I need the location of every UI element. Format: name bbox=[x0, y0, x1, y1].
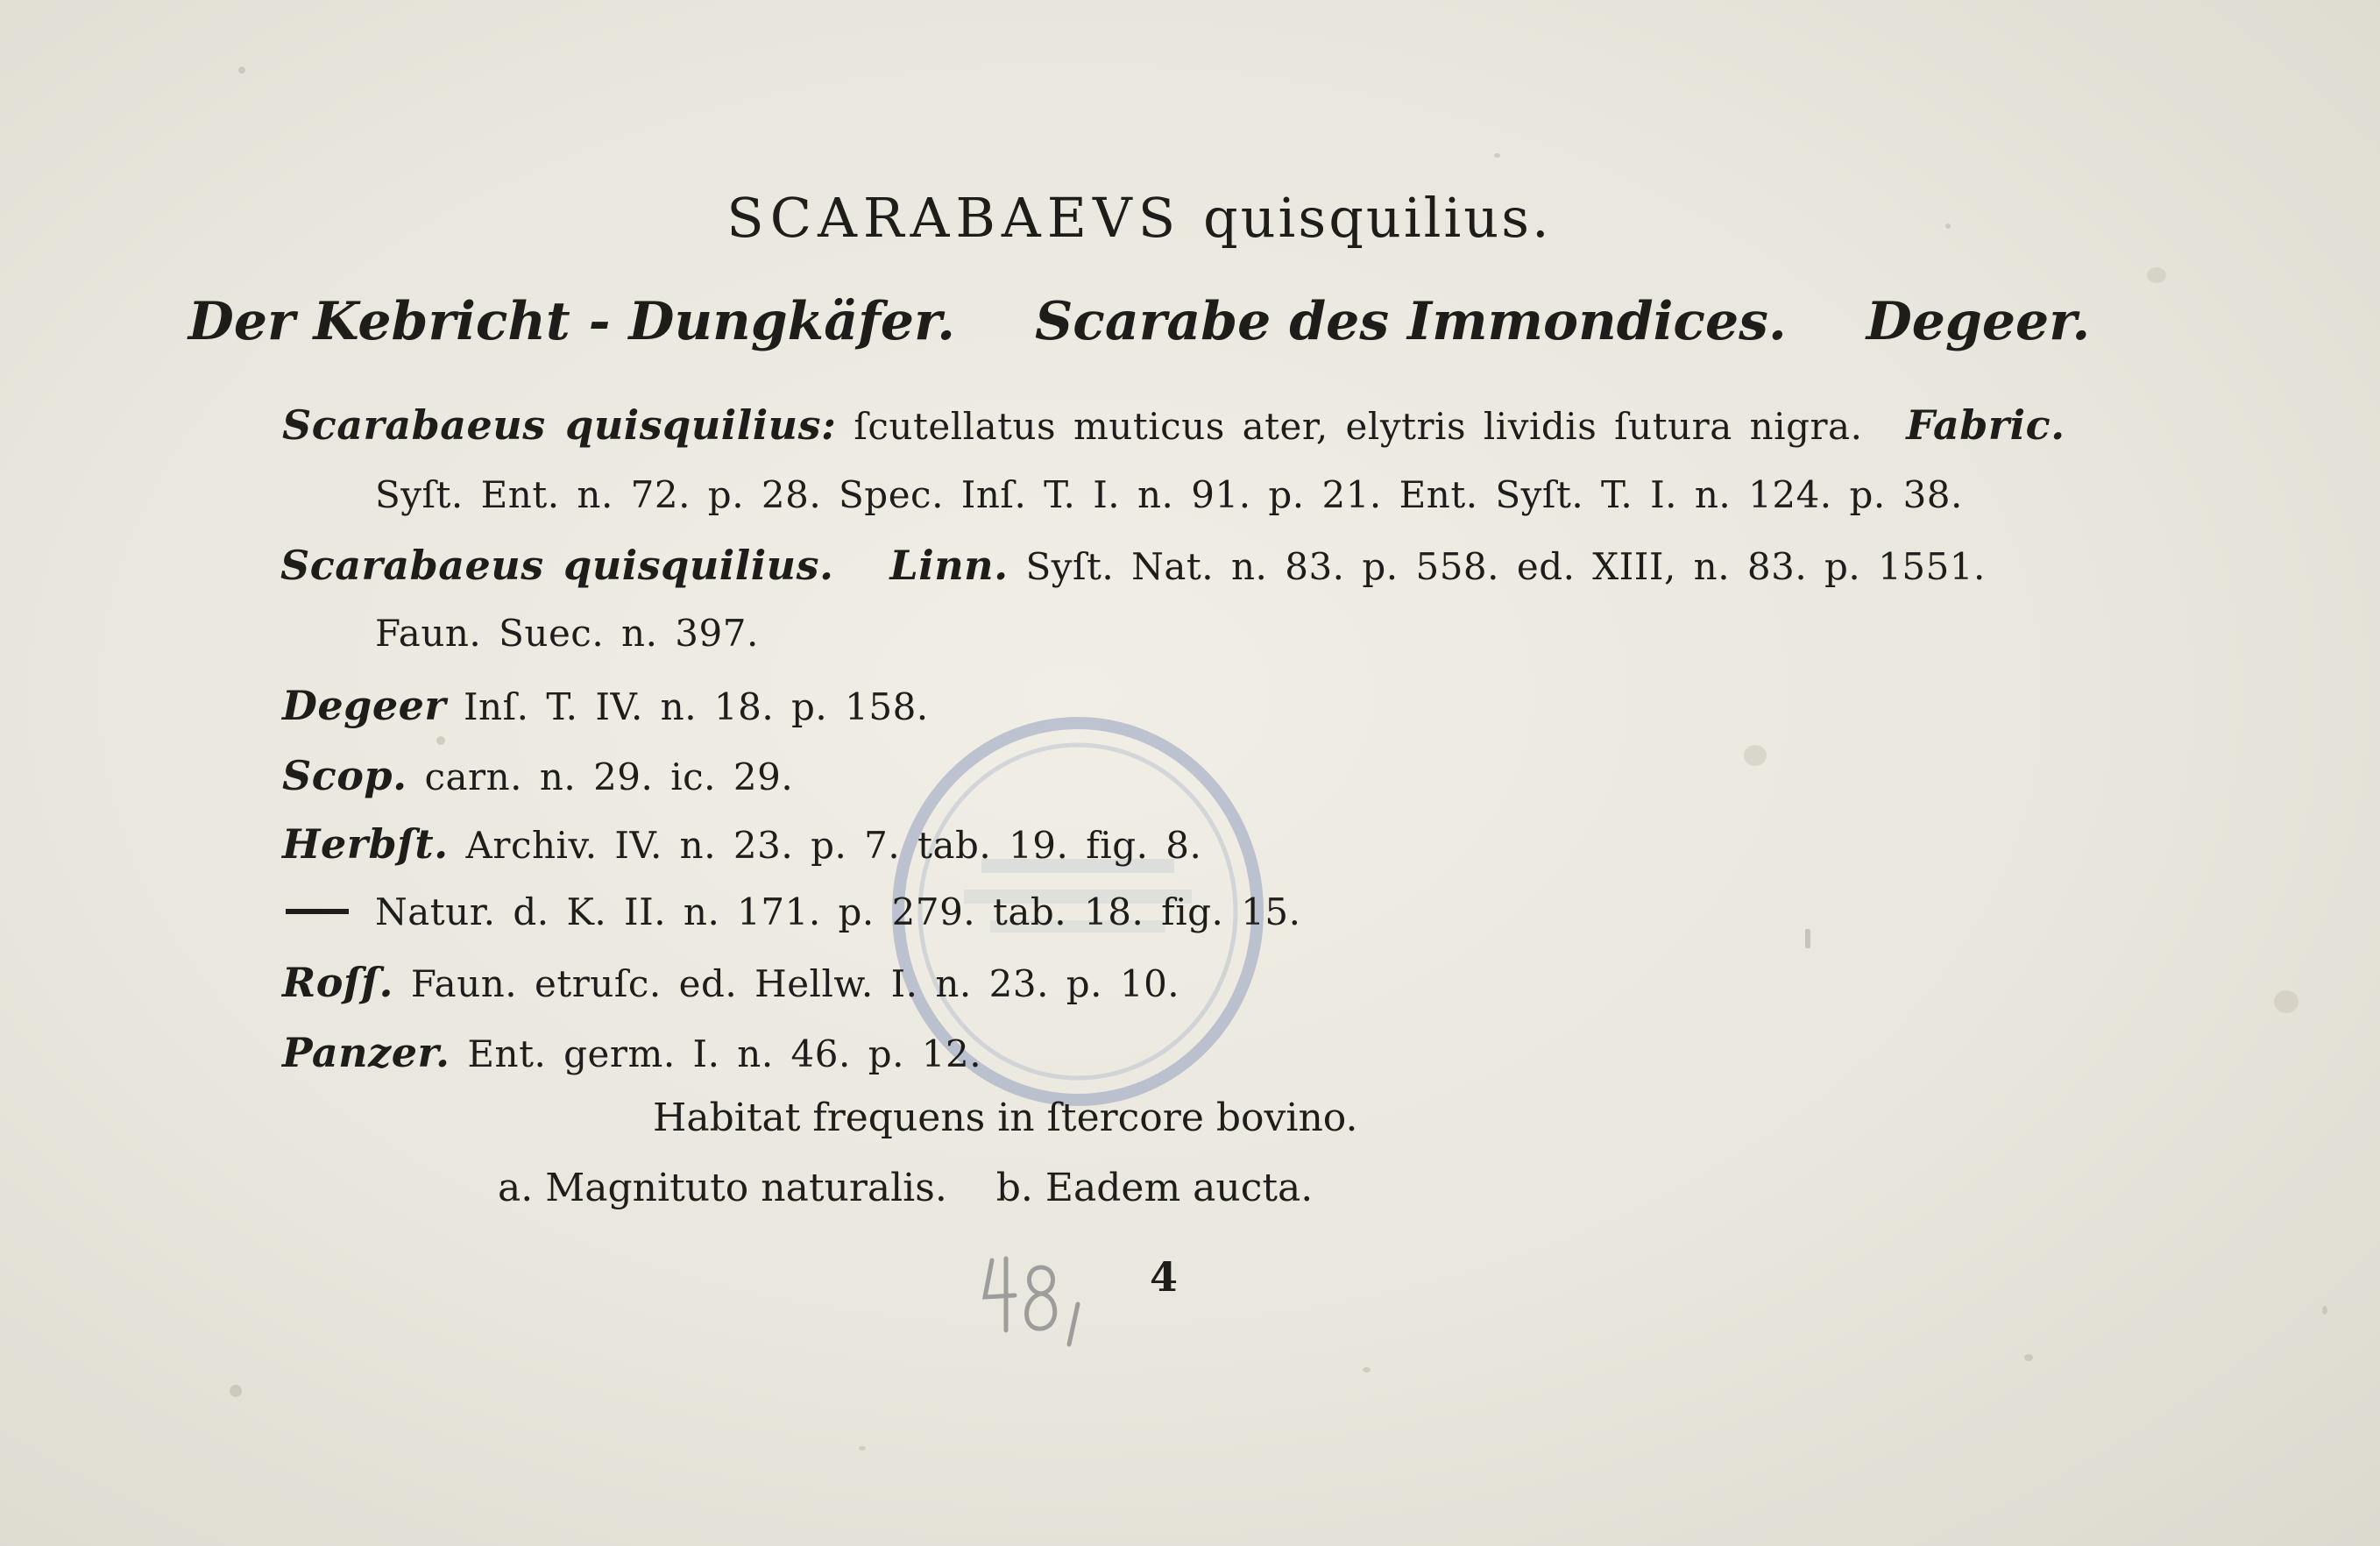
reference-line bbox=[282, 959, 1180, 1006]
reference-text: Faun. etruſc. ed. Hellw. I. n. 23. p. 10. bbox=[393, 962, 1180, 1005]
habitat-line: Habitat frequens in ſtercore bovino. bbox=[653, 1096, 1358, 1140]
paper-speckle bbox=[859, 1446, 866, 1450]
paper-speckle bbox=[1805, 929, 1810, 948]
reference-author: Herbſt. bbox=[282, 820, 449, 868]
reference-author: Scarabaeus quisquilius. bbox=[280, 542, 834, 589]
ditto-dash bbox=[286, 909, 349, 914]
reference-line bbox=[280, 542, 1986, 589]
paper-speckle bbox=[2274, 990, 2299, 1013]
reference-text: Faun. Suec. n. 397. bbox=[375, 612, 759, 655]
paper-speckle bbox=[1494, 153, 1500, 158]
title-species: quisquilius. bbox=[1202, 186, 1552, 250]
reference-line bbox=[282, 1029, 982, 1076]
pencil-annotation bbox=[980, 1243, 1111, 1348]
paper-speckle bbox=[2322, 1306, 2327, 1315]
reference-line bbox=[282, 401, 2065, 449]
common-name-german: Der Kebricht - Dungkäfer. bbox=[188, 291, 956, 352]
reference-author: Roſſ. bbox=[282, 959, 394, 1006]
reference-author: Panzer. bbox=[282, 1029, 450, 1076]
reference-line bbox=[375, 473, 1963, 516]
paper-speckle bbox=[230, 1385, 242, 1397]
paper-speckle bbox=[238, 67, 245, 74]
reference-line bbox=[282, 820, 1202, 868]
reference-line bbox=[282, 682, 929, 729]
paper-speckle bbox=[436, 736, 445, 745]
reference-text bbox=[834, 545, 852, 588]
reference-text: ſcutellatus muticus ater, elytris lividis ſutura nigra. bbox=[836, 405, 1863, 448]
reference-line bbox=[282, 752, 794, 799]
paper-speckle bbox=[2024, 1354, 2033, 1361]
reference-author: Scop. bbox=[282, 752, 407, 799]
reference-text: Natur. d. K. II. n. 171. p. 279. tab. 18. fig. 15. bbox=[375, 890, 1301, 933]
paper-speckle bbox=[2147, 267, 2166, 283]
common-name-french: Scarabe des Immondices. bbox=[1034, 291, 1787, 352]
reference-text: Archiv. IV. n. 23. p. 7. tab. 19. fig. 8. bbox=[448, 824, 1202, 867]
title-genus: SCARABAEVS bbox=[726, 186, 1182, 250]
figure-caption: a. Magnituto naturalis. b. Eadem aucta. bbox=[498, 1166, 1314, 1210]
reference-text: Ent. germ. I. n. 46. p. 12. bbox=[450, 1032, 982, 1075]
reference-line bbox=[286, 890, 1301, 933]
reference-text: Syſt. Nat. n. 83. p. 558. ed. XIII, n. 83. p. 1551. bbox=[1008, 545, 1986, 588]
reference-author: Scarabaeus quisquilius: bbox=[282, 401, 837, 449]
reference-author: Degeer bbox=[282, 682, 447, 729]
paper-speckle bbox=[1363, 1367, 1371, 1372]
paper-speckle bbox=[1744, 745, 1767, 766]
reference-line bbox=[375, 612, 759, 655]
reference-text: carn. n. 29. ic. 29. bbox=[407, 755, 794, 798]
reference-author: Linn. bbox=[889, 542, 1009, 589]
species-title bbox=[0, 186, 2278, 250]
reference-author: Fabric. bbox=[1906, 401, 2065, 449]
page-number: 4 bbox=[1150, 1253, 1179, 1301]
common-name-source: Degeer. bbox=[1866, 291, 2091, 352]
reference-text: Inſ. T. IV. n. 18. p. 158. bbox=[446, 685, 929, 728]
reference-text: Syſt. Ent. n. 72. p. 28. Spec. Inſ. T. I. n. 91. p. 21. Ent. Syſt. T. I. n. 124. p. 38. bbox=[375, 473, 1963, 516]
common-names bbox=[0, 291, 2278, 352]
